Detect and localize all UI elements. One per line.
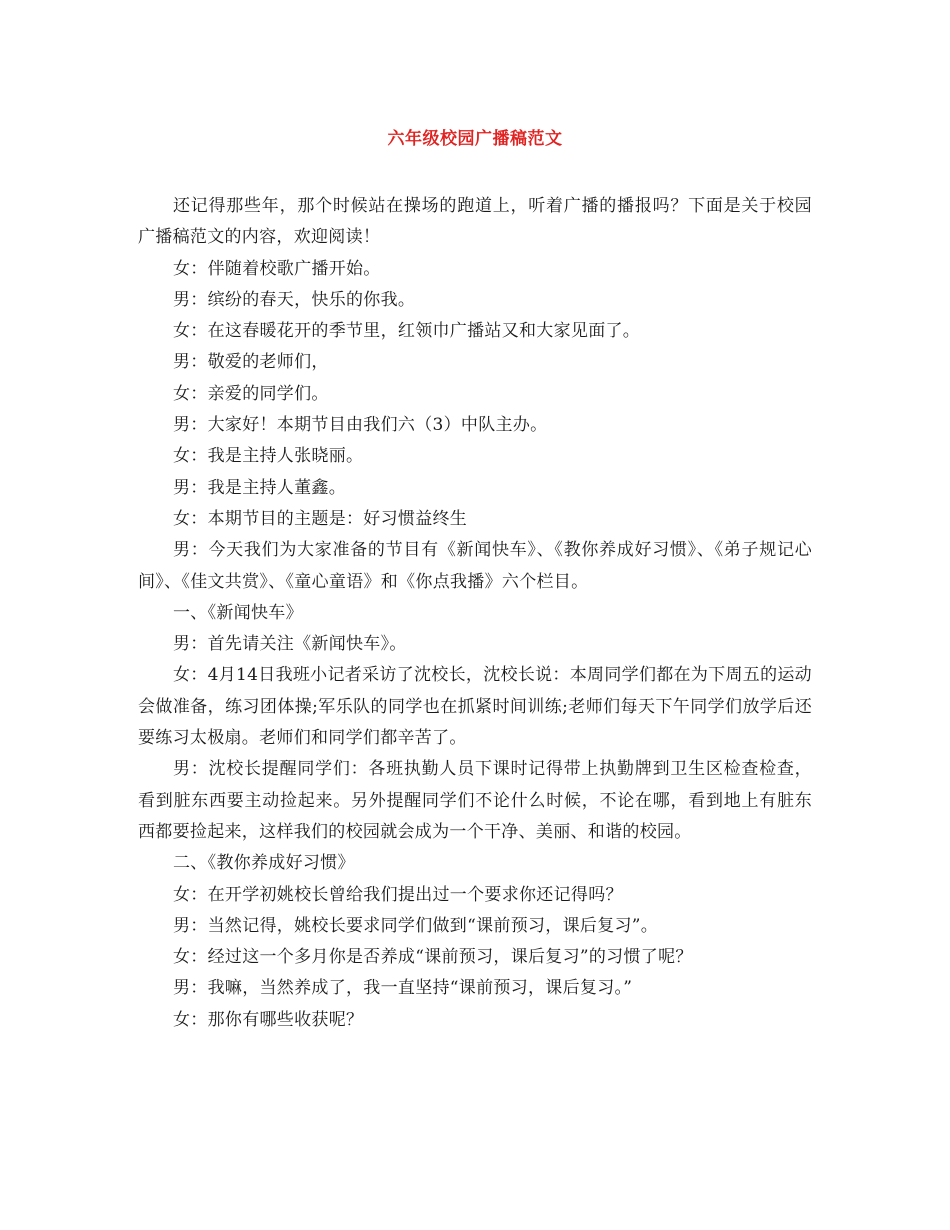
- document-body: [138, 191, 812, 1036]
- paragraph: 女：经过这一个多月你是否养成“课前预习，课后复习”的习惯了呢？: [173, 947, 693, 968]
- paragraph: 女：在这春暖花开的季节里，红领巾广播站又和大家见面了。: [173, 321, 641, 342]
- document-title: 六年级校园广播稿范文: [387, 129, 563, 149]
- paragraph: 女：4月14日我班小记者采访了沈校长，沈校长说：本周同学们都在为下周五的运动会做准备，练习团体操;军乐队的同学也在抓紧时间训练;老师们每天下午同学们放学后还要练习太极扇。老师们和同学们都辛苦了。: [138, 665, 812, 749]
- paragraph: 女：在开学初姚校长曾给我们提出过一个要求你还记得吗？: [173, 884, 623, 905]
- paragraph: 男：我嘛，当然养成了，我一直坚持“课前预习，课后复习。”: [173, 978, 633, 999]
- paragraph: 男：今天我们为大家准备的节目有《新闻快车》、《教你养成好习惯》、《弟子规记心间》、《佳文共赏》、《童心童语》和《你点我播》六个栏目。: [138, 540, 812, 592]
- paragraph: 男：大家好！本期节目由我们六（3）中队主办。: [173, 415, 548, 436]
- paragraph: 女：本期节目的主题是：好习惯益终生: [173, 508, 468, 529]
- paragraph: 男：当然记得，姚校长要求同学们做到“课前预习，课后复习”。: [173, 915, 659, 936]
- paragraph: 女：我是主持人张晓丽。: [173, 446, 364, 467]
- section-heading-habits: 二、《教你养成好习惯》: [173, 853, 355, 874]
- paragraph-intro: 还记得那些年，那个时候站在操场的跑道上，听着广播的播报吗？下面是关于校园广播稿范文的内容，欢迎阅读！: [138, 196, 812, 248]
- paragraph: 女：伴随着校歌广播开始。: [173, 258, 381, 279]
- paragraph: 女：那你有哪些收获呢？: [173, 1009, 364, 1030]
- paragraph: 男：敬爱的老师们，: [173, 352, 329, 373]
- section-heading-news: 一、《新闻快车》: [173, 602, 303, 623]
- paragraph: 男：我是主持人董鑫。: [173, 477, 346, 498]
- paragraph: 男：首先请关注《新闻快车》。: [173, 634, 407, 655]
- paragraph: 女：亲爱的同学们。: [173, 383, 329, 404]
- paragraph: 男：缤纷的春天，快乐的你我。: [173, 289, 416, 310]
- paragraph: 男：沈校长提醒同学们：各班执勤人员下课时记得带上执勤牌到卫生区检查检查，看到脏东西要主动捡起来。另外提醒同学们不论什么时候，不论在哪，看到地上有脏东西都要捡起来，这样我们的校园就会成为一个干净、美丽、和谐的校园。: [138, 759, 812, 842]
